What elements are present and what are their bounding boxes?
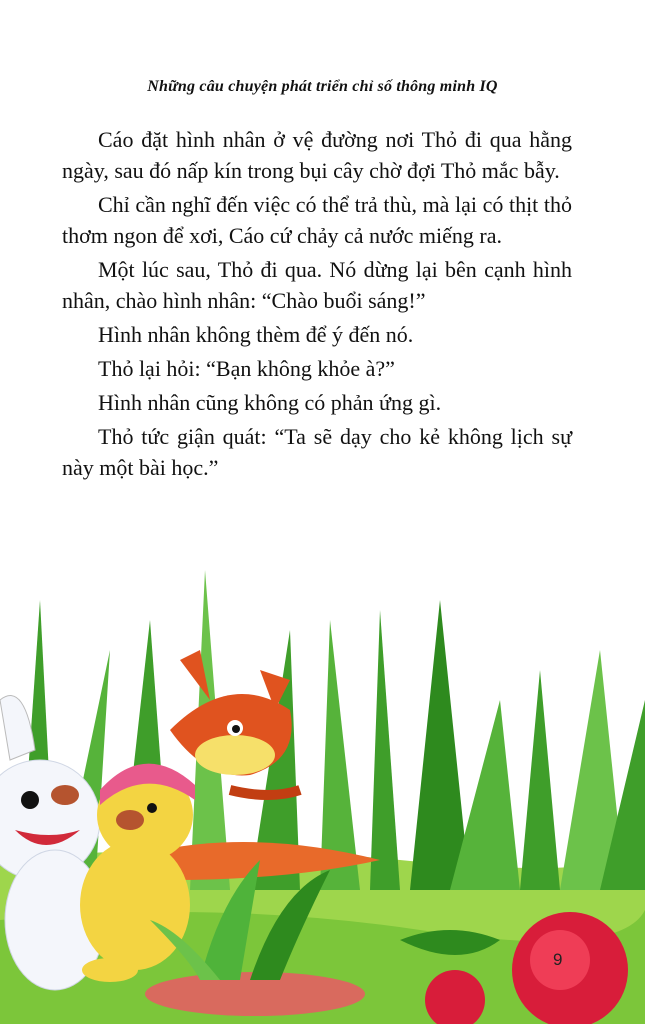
paragraph: Thỏ tức giận quát: “Ta sẽ dạy cho kẻ không lịch sự này một bài học.” [62,424,572,480]
page-number: 9 [553,950,563,969]
paragraph: Hình nhân cũng không có phản ứng gì. [98,390,442,415]
paragraph: Một lúc sau, Thỏ đi qua. Nó dừng lại bên cạnh hình nhân, chào hình nhân: “Chào buổi sáng!” [62,257,572,313]
running-header: Những câu chuyện phát triển chỉ số thông minh IQ [147,78,498,95]
story-text [62,124,572,486]
paragraph: Thỏ lại hỏi: “Bạn không khỏe à?” [98,356,395,381]
story-illustration [0,560,645,1024]
paragraph: Chỉ cần nghĩ đến việc có thể trả thù, mà lại có thịt thỏ thơm ngon để xơi, Cáo cứ chảy cả nước miếng ra. [62,192,572,248]
paragraph: Cáo đặt hình nhân ở vệ đường nơi Thỏ đi qua hằng ngày, sau đó nấp kín trong bụi cây chờ đợi Thỏ mắc bẫy. [62,127,572,183]
paragraph: Hình nhân không thèm để ý đến nó. [98,322,414,347]
